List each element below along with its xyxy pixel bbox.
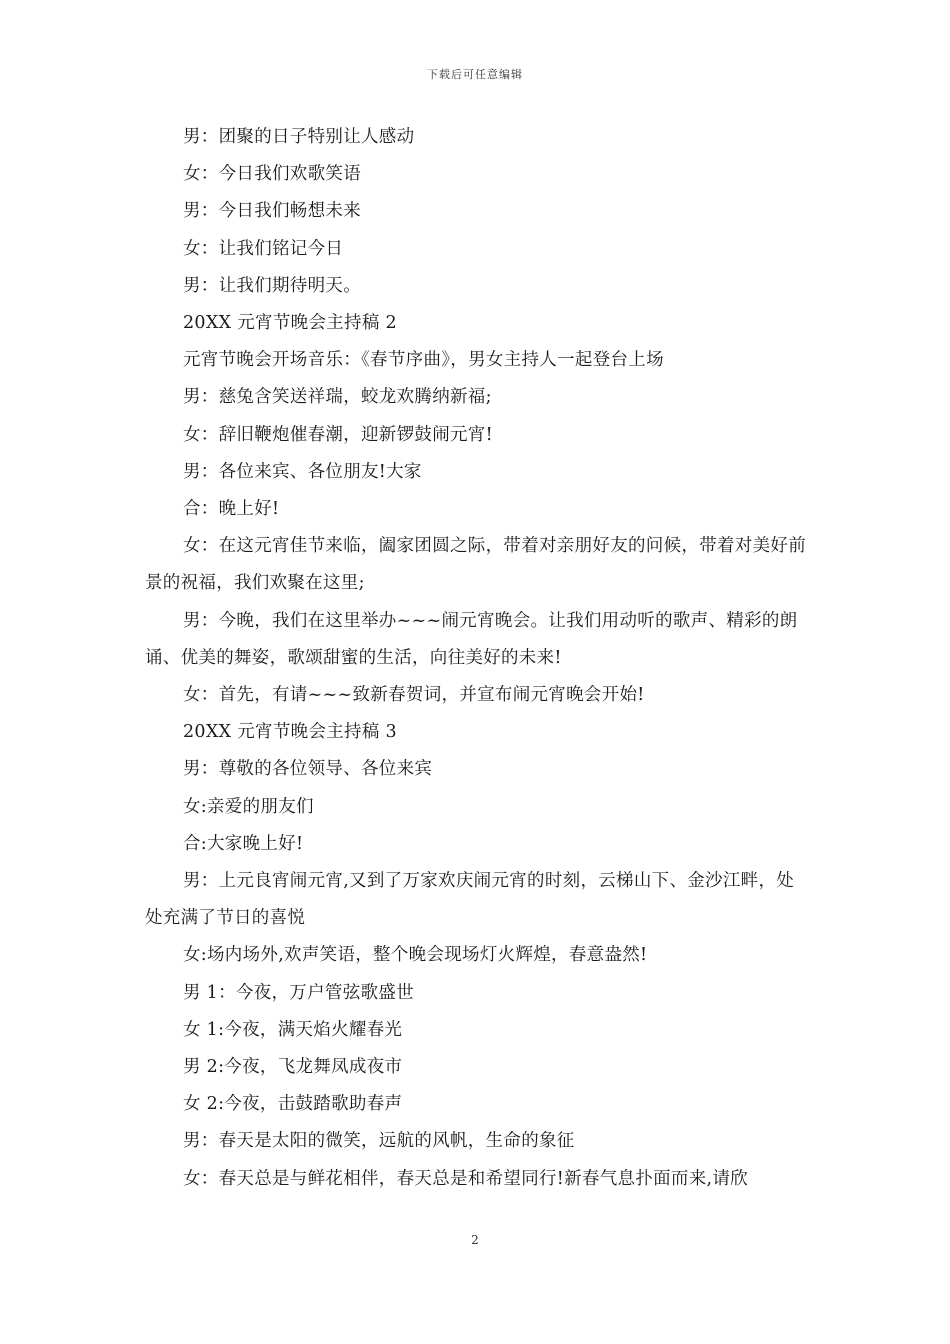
page-header: 下载后可任意编辑 xyxy=(427,68,523,81)
paragraph: 女：让我们铭记今日 xyxy=(183,238,344,259)
paragraph: 合:大家晚上好! xyxy=(183,833,304,854)
paragraph: 男 2:今夜，飞龙舞凤成夜市 xyxy=(183,1057,403,1078)
paragraph: 男：慈兔含笑送祥瑞，蛟龙欢腾纳新福; xyxy=(183,387,492,408)
paragraph: 男：让我们期待明天。 xyxy=(183,275,361,296)
paragraph: 男：各位来宾、各位朋友!大家 xyxy=(183,461,422,482)
page-number: 2 xyxy=(471,1233,479,1247)
paragraph: 女：在这元宵佳节来临，阖家团圆之际，带着对亲朋好友的问候，带着对美好前景的祝福，我们欢聚在这里; xyxy=(145,536,806,594)
paragraph: 男：今日我们畅想未来 xyxy=(183,201,361,222)
paragraph: 女:亲爱的朋友们 xyxy=(183,796,314,817)
paragraph: 元宵节晚会开场音乐：《春节序曲》，男女主持人一起登台上场 xyxy=(183,350,664,371)
document-body xyxy=(145,119,810,1198)
paragraph: 男 1：今夜，万户管弦歌盛世 xyxy=(183,982,414,1003)
section-heading: 20XX 元宵节晚会主持稿 3 xyxy=(183,722,397,743)
paragraph: 女：首先，有请~~~致新春贺词，并宣布闹元宵晚会开始! xyxy=(183,685,645,706)
paragraph: 女:场内场外,欢声笑语，整个晚会现场灯火辉煌，春意盎然! xyxy=(183,945,648,966)
paragraph: 合：晚上好! xyxy=(183,499,280,520)
paragraph: 男：尊敬的各位领导、各位来宾 xyxy=(183,759,433,780)
paragraph: 女 2:今夜，击鼓踏歌助春声 xyxy=(183,1094,403,1115)
paragraph: 女 1:今夜，满天焰火耀春光 xyxy=(183,1019,403,1040)
paragraph: 男：春天是太阳的微笑，远航的风帆，生命的象征 xyxy=(183,1131,575,1152)
paragraph: 男：今晚，我们在这里举办~~~闹元宵晚会。让我们用动听的歌声、精彩的朗诵、优美的舞姿，歌颂甜蜜的生活，向往美好的未来! xyxy=(145,610,798,668)
paragraph: 女：今日我们欢歌笑语 xyxy=(183,164,361,185)
section-heading: 20XX 元宵节晚会主持稿 2 xyxy=(183,313,397,334)
paragraph: 女：辞旧鞭炮催春潮，迎新锣鼓闹元宵! xyxy=(183,424,493,445)
paragraph: 女：春天总是与鲜花相伴，春天总是和希望同行!新春气息扑面而来,请欣 xyxy=(183,1168,748,1189)
paragraph: 男：团聚的日子特别让人感动 xyxy=(183,127,415,147)
paragraph: 男：上元良宵闹元宵,又到了万家欢庆闹元宵的时刻，云梯山下、金沙江畔，处处充满了节日的喜悦 xyxy=(145,871,795,929)
